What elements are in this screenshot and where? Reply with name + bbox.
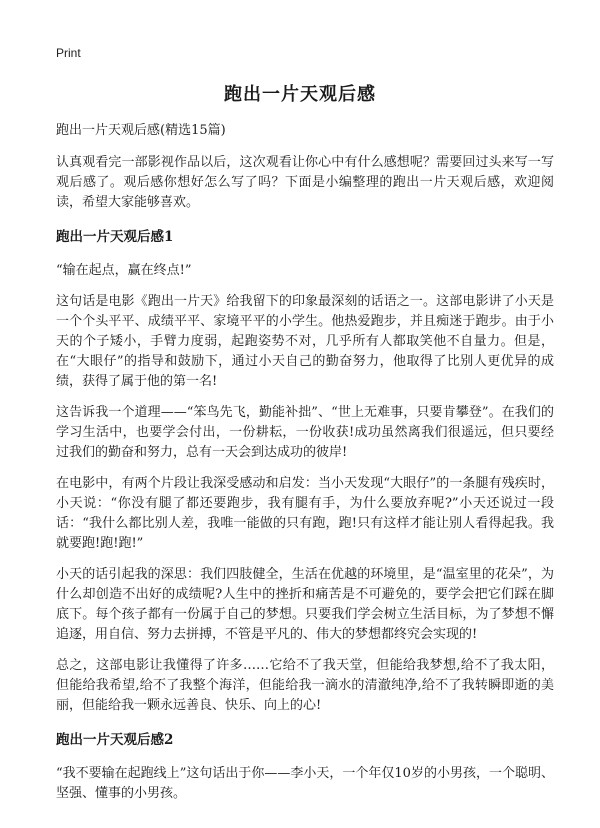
intro-paragraph: 认真观看完一部影视作品以后，这次观看让你心中有什么感想呢？需要回过头来写一写观后感了。观后感你想好怎么写了吗？下面是小编整理的跑出一片天观后感，欢迎阅读，希望大家能够喜欢。 — [56, 155, 554, 210]
section-heading: 跑出一片天观后感2 — [56, 732, 174, 748]
section-heading: 跑出一片天观后感1 — [56, 229, 174, 245]
page-title: 跑出一片天观后感 — [224, 84, 376, 105]
article-subtitle: 跑出一片天观后感(精选15篇) — [56, 123, 226, 138]
body-paragraph: “我不要输在起跑线上”这句话出于你——李小天，一个年仅10岁的小男孩，一个聪明、坚强、懂事的小男孩。 — [56, 766, 554, 801]
body-paragraph: 小天的话引起我的深思：我们四肢健全，生活在优越的环境里，是“温室里的花朵”，为什么却创造不出好的成绩呢?人生中的挫折和痛苦是不可避免的，要学会把它们踩在脚底下。每个孩子都有一份属于自己的梦想。只要我们学会树立生活目标，为了梦想不懈追逐，用自信、努力去拼搏，不管是平凡的、伟大的梦想都终究会实现的! — [56, 567, 554, 642]
body-paragraph: 在电影中，有两个片段让我深受感动和启发：当小天发现“大眼仔”的一条腿有残疾时，小天说：“你没有腿了都还要跑步，我有腿有手，为什么要放弃呢?”小天还说过一段话：“我什么都比别人差，我唯一能做的只有跑，跑!只有这样才能让别人看得起我。我就要跑!跑!跑!” — [56, 476, 554, 551]
article-body — [56, 121, 554, 815]
body-paragraph: 这告诉我一个道理——“笨鸟先飞，勤能补拙”、“世上无难事，只要肯攀登”。在我们的学习生活中，也要学会付出，一份耕耘，一份收获!成功虽然离我们很遥远，但只要经过我们的勤奋和努力，总有一天会到达成功的彼岸! — [56, 405, 554, 460]
body-paragraph: 总之，这部电影让我懂得了许多……它给不了我天堂，但能给我梦想,给不了我太阳，但能给我希望,给不了我整个海洋，但能给我一滴水的清澈纯净,给不了我转瞬即逝的美丽，但能给我一颗永远善良、快乐、向上的心! — [56, 658, 554, 713]
body-paragraph: 这句话是电影《跑出一片天》给我留下的印象最深刻的话语之一。这部电影讲了小天是一个个头平平、成绩平平、家境平平的小学生。他热爱跑步，并且痴迷于跑步。由于小天的个子矮小，手臂力度弱，起跑姿势不对，几乎所有人都取笑他不自量力。但是，在“大眼仔”的指导和鼓励下，通过小天自己的勤奋努力，他取得了比别人更优异的成绩，获得了属于他的第一名! — [56, 294, 554, 389]
body-paragraph: “输在起点，赢在终点!” — [56, 263, 192, 278]
print-link[interactable]: Print — [56, 46, 81, 60]
